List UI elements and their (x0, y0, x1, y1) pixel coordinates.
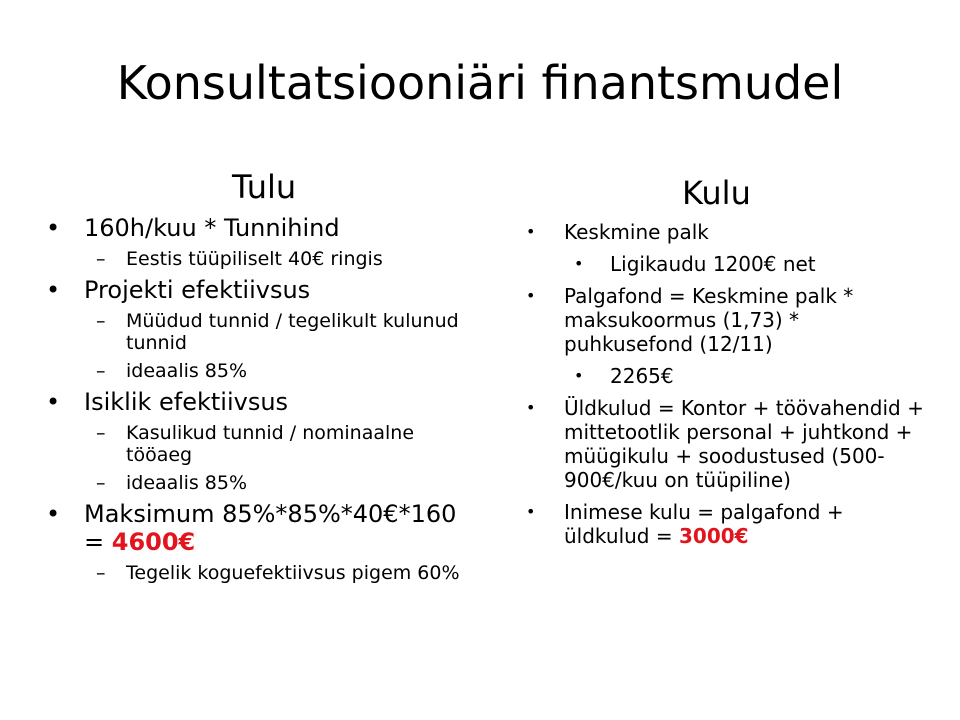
income-item-maximum-label: Maksimum 85%*85%*40€*160 = (84, 500, 457, 557)
cost-item-payroll (524, 284, 924, 356)
income-subitem-useful-hours (44, 422, 484, 466)
cost-item-overhead-label: Üldkulud = Kontor + töövahendid + mittetootlik personal + juhtkond + müügikulu + soodustused (500-900€/kuu on tüüpiline) (564, 396, 924, 493)
income-subitem-actual-efficiency (44, 562, 484, 584)
income-maximum-value: 4600€ (111, 528, 196, 557)
income-item-maximum (44, 500, 484, 556)
cost-heading: Kulu (682, 174, 751, 212)
income-column (44, 168, 484, 584)
income-subitem-ideal-personal (44, 472, 484, 494)
bullet-icon: • (46, 388, 61, 417)
dash-icon: – (96, 310, 106, 333)
cost-item-person-cost (524, 500, 924, 548)
income-item-personal-efficiency-label: Isiklik efektiivsus (84, 388, 289, 417)
bullet-icon: • (46, 500, 61, 529)
dash-icon: – (96, 562, 106, 585)
cost-item-payroll-label: Palgafond = Keskmine palk * maksukoormus (1,73) * puhkusefond (12/11) (564, 284, 854, 357)
income-item-hourly-label: 160h/kuu * Tunnihind (84, 214, 340, 243)
income-item-project-efficiency (44, 276, 484, 304)
cost-subitem-net-salary (524, 252, 924, 276)
cost-list (524, 220, 924, 548)
income-subitem-ideal-project (44, 360, 484, 382)
income-subitem-sold-hours (44, 310, 484, 354)
bullet-icon: • (46, 276, 61, 305)
bullet-icon: • (526, 222, 536, 242)
cost-subitem-payroll-value-label: 2265€ (610, 364, 674, 389)
income-item-personal-efficiency (44, 388, 484, 416)
bullet-icon: • (46, 214, 61, 243)
cost-item-average-salary (524, 220, 924, 244)
income-subitem-rate (44, 248, 484, 270)
cost-column (524, 174, 924, 548)
income-item-hourly (44, 214, 484, 242)
cost-subitem-payroll-value (524, 364, 924, 388)
dash-icon: – (96, 360, 106, 383)
income-heading: Tulu (232, 168, 297, 206)
bullet-icon: • (574, 254, 584, 274)
dash-icon: – (96, 472, 106, 495)
income-subitem-sold-hours-label: Müüdud tunnid / tegelikult kulunud tunnid (126, 310, 459, 355)
cost-item-person-cost-label: Inimese kulu = palgafond + üldkulud = (564, 500, 844, 549)
bullet-icon: • (574, 366, 584, 386)
income-subitem-rate-label: Eestis tüüpiliselt 40€ ringis (126, 248, 383, 271)
income-subitem-useful-hours-label: Kasulikud tunnid / nominaalne tööaeg (126, 422, 415, 467)
bullet-icon: • (526, 286, 536, 306)
cost-item-overhead (524, 396, 924, 492)
income-subitem-actual-efficiency-label: Tegelik koguefektiivsus pigem 60% (126, 562, 460, 585)
income-subitem-ideal-personal-label: ideaalis 85% (126, 472, 248, 495)
dash-icon: – (96, 248, 106, 271)
slide-title: Konsultatsiooniäri finantsmudel (116, 56, 844, 110)
bullet-icon: • (526, 502, 536, 522)
cost-person-value: 3000€ (678, 524, 749, 549)
cost-item-average-salary-label: Keskmine palk (564, 220, 709, 245)
dash-icon: – (96, 422, 106, 445)
bullet-icon: • (526, 398, 536, 418)
income-item-project-efficiency-label: Projekti efektiivsus (84, 276, 311, 305)
income-list (44, 214, 484, 584)
cost-subitem-net-salary-label: Ligikaudu 1200€ net (610, 252, 816, 277)
income-subitem-ideal-project-label: ideaalis 85% (126, 360, 248, 383)
